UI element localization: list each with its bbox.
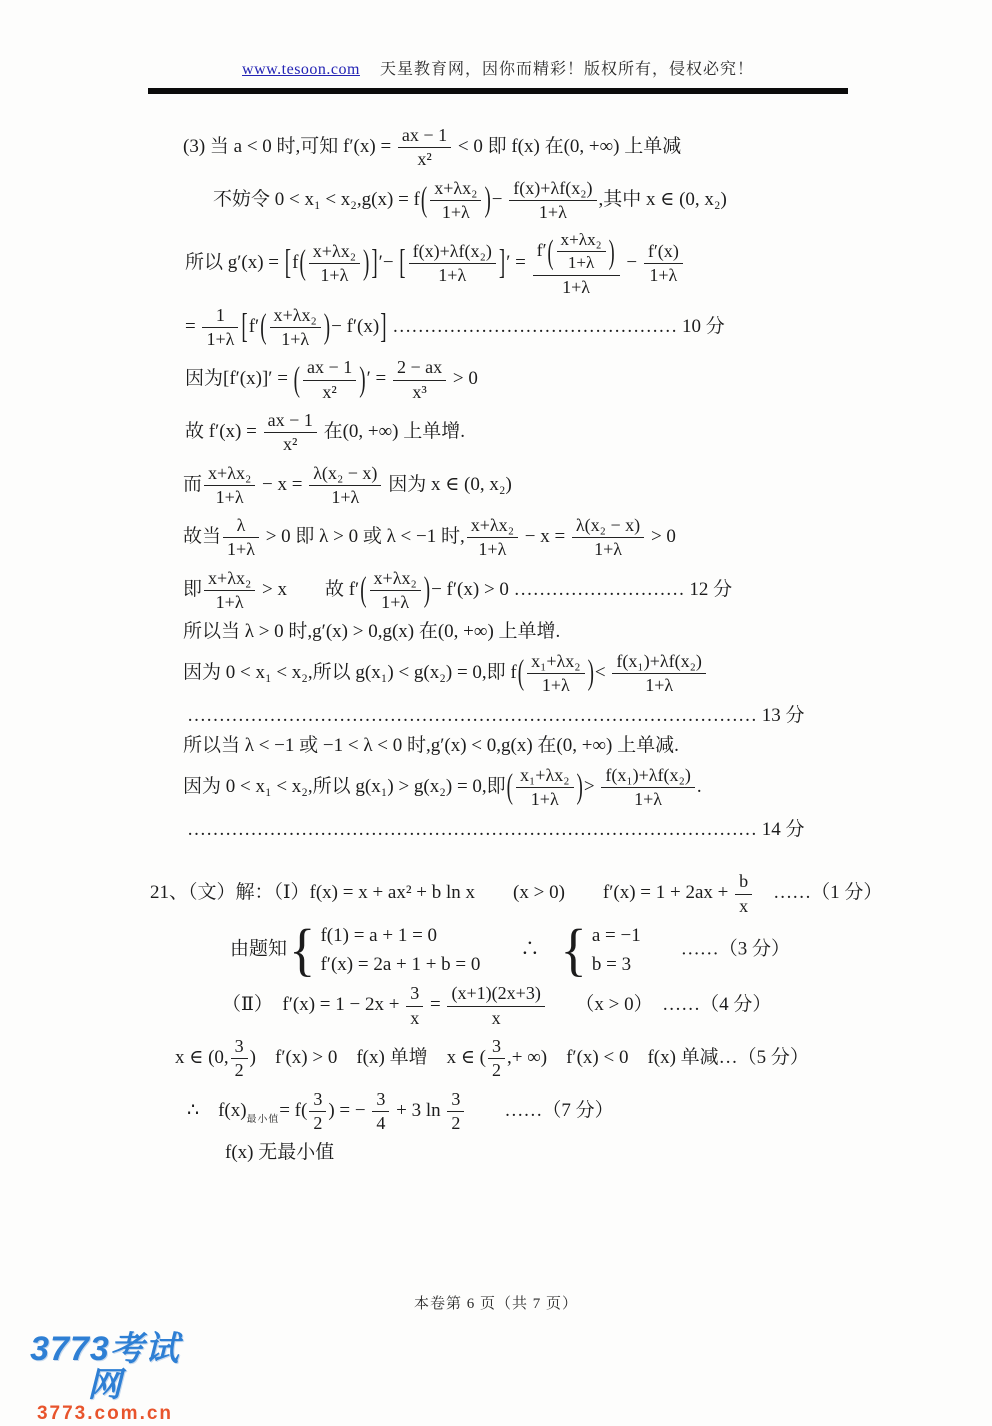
site-logo	[20, 1332, 190, 1426]
math-line: ……………………………………………………………………………… 13 分	[187, 704, 805, 726]
math-line: ∴ $f(x)_{最小值}= f$( $\frac{3}{2}$ ) = − $\frac{3}{4}$ + 3 ln $\frac{3}{2}$ ……（7 分）	[187, 1088, 614, 1133]
math-line: 由题知 { f(1) = a + 1 = 0 f′(x) = 2a + 1 + b = 0 ∴ { a = −1 b = 3 ……（3 分）	[230, 917, 791, 982]
math-line: 21、（文）解：（Ⅰ）f(x) = x + ax² + b ln x (x > 0) f′(x) = 1 + 2ax + $\frac{b}{x}$ ……（1 分）	[150, 871, 883, 916]
math-line: 因为 0 < x₁ < x₂,所以 g(x₁) > g(x₂) = 0,即( $\frac{\text{x₁+λx₂}}{1+\lambda}$ )> $\frac{\text{f(x₁)+λf(x₂)}}{1+\lambda}$ .	[183, 765, 702, 810]
math-line: 即 $\frac{\text{x+λx₂}}{1+\lambda}$ > x 故 f′( $\frac{\text{x+λx₂}}{1+\lambda}$ )− f′(x) > 0 ……………………… 12 分	[183, 567, 733, 612]
header-slogan: 天星教育网，因你而精彩！版权所有，侵权必究！	[379, 61, 754, 78]
math-line: （Ⅱ） f′(x) = 1 − 2x + $\frac{3}{x}$ = $\frac{(x+1)(2x+3)}{x}$ （x > 0） ……（4 分）	[222, 983, 772, 1028]
math-line: 故 f′(x) = $\frac{ax - 1}{\text{x²}}$ 在(0, +∞) 上单增.	[185, 409, 466, 455]
math-line: 所以当 λ < −1 或 −1 < λ < 0 时,g′(x) < 0,g(x) 在(0, +∞) 上单减.	[183, 735, 679, 757]
math-line: 不妨令 0 < x₁ < x₂,g(x) = f( $\frac{\text{x+λx₂}}{1+\lambda}$ )− $\frac{\text{f(x)+λf(x₂)}}{1+\lambda}$ ,其中 x ∈ (0, x₂)	[213, 177, 727, 222]
logo-domain: 3773.com.cn	[36, 1403, 174, 1425]
math-line: 因为[f′(x)]′ = ( $\frac{ax - 1}{\text{x²}}$ )′ = $\frac{2 - ax}{\text{x³}}$ > 0	[185, 357, 478, 402]
math-line: 所以 g′(x) = [f( $\frac{\text{x+λx₂}}{1+\lambda}$ ) ]′− [ $\frac{\text{f(x)+λf(x₂)}}{1+\lambda}$ ]′ = f′( $\frac{\text{x+λx₂}}{1+\lambda}$ ) 1+λ − $\frac{f'(x)}{1+\lambda}$	[150, 230, 862, 298]
math-line: 所以当 λ > 0 时,g′(x) > 0,g(x) 在(0, +∞) 上单增.	[183, 621, 561, 643]
page-number: 本卷第 6 页（共 7 页）	[413, 1296, 578, 1312]
math-line: f(x) 无最小值	[225, 1142, 335, 1164]
math-line: (3) 当 a < 0 时,可知 f′(x) = $\frac{ax - 1}{\text{x²}}$ < 0 即 f(x) 在(0, +∞) 上单减	[183, 125, 682, 170]
math-line: 而 $\frac{\text{x+λx₂}}{1+\lambda}$ − x = $\frac{\text{λ(x₂ − x)}}{1+\lambda}$ 因为 x ∈ (0, x₂)	[183, 462, 512, 507]
solution-body	[150, 118, 883, 1172]
math-line: 故当 $\frac{\lambda}{1+\lambda}$ > 0 即 λ > 0 或 λ < −1 时, $\frac{\text{x+λx₂}}{1+\lambda}$ − x = $\frac{\text{λ(x₂ − x)}}{1+\lambda}$ > 0	[183, 515, 676, 560]
header	[148, 56, 848, 94]
math-line: = $\frac{1}{1+\lambda}$ [f′( $\frac{\text{x+λx₂}}{1+\lambda}$ )− f′(x)] ……………………………………… 10 分	[185, 304, 725, 350]
footer	[0, 1292, 992, 1313]
math-line: 因为 0 < x₁ < x₂,所以 g(x₁) < g(x₂) = 0,即 f( $\frac{\text{x₁+λx₂}}{1+\lambda}$ )< $\frac{\text{f(x₁)+λf(x₂)}}{1+\lambda}$	[150, 651, 862, 697]
logo-title: 3773考试网	[30, 1330, 180, 1404]
tesoon-link[interactable]: www.tesoon.com	[242, 61, 360, 78]
math-line: x ∈ (0, $\frac{3}{2}$ ) f′(x) > 0 f(x) 单增 x ∈ ( $\frac{3}{2}$ ,+ ∞) f′(x) < 0 f(x) 单减…（5 分）	[175, 1035, 809, 1081]
math-line: ……………………………………………………………………………… 14 分	[187, 818, 805, 840]
